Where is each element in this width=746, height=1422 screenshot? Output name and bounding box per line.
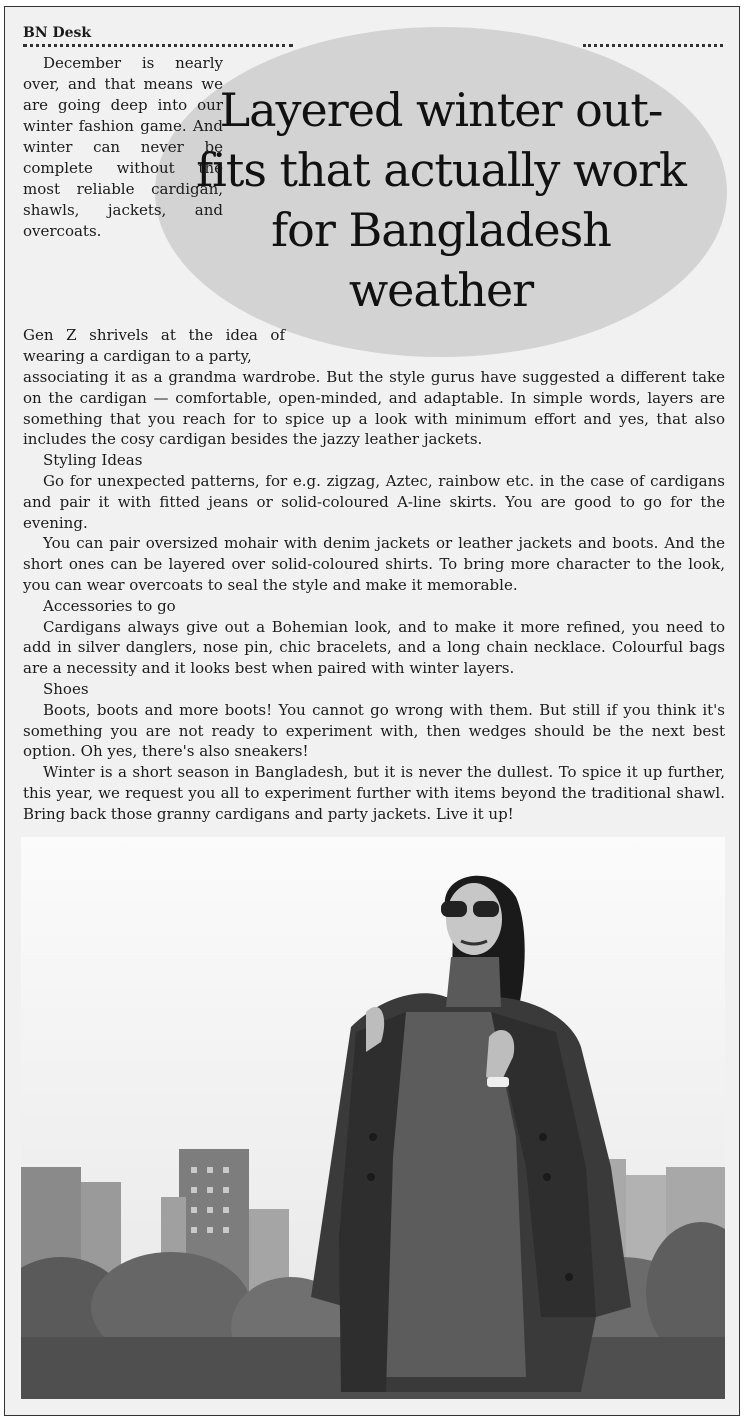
dotted-rule-right [583,44,723,47]
paragraph: Boots, boots and more boots! You cannot go wrong with them. But still if you think it's something you are not ready to experiment with, then wedges should be the next best option. Oh yes, there's also sneakers! [23,700,725,761]
headline: Layered winter out-fits that actually work for Bangladesh weather [196,83,686,317]
section-heading: Shoes [43,679,89,698]
section-heading: Accessories to go [43,596,176,615]
paragraph: Winter is a short season in Bangladesh, but it is never the dullest. To spice it up further, this year, we request you all to experiment further with items beyond the traditional shawl. Bring back those granny cardigans and party jackets. Live it up! [23,763,725,823]
newspaper-page [4,6,740,1416]
article-body [23,367,725,825]
headline-ellipse [155,27,727,357]
paragraph: Go for unexpected patterns, for e.g. zigzag, Aztec, rainbow etc. in the case of cardigans and pair it with fitted jeans or solid-coloured A-line skirts. You are good to go for the evening. [23,471,725,532]
lead-paragraph-mid: Gen Z shrivels at the idea of wearing a cardigan to a party, [23,326,285,365]
paragraph: You can pair oversized mohair with denim jackets or leather jackets and boots. And the short ones can be layered over solid-coloured shirts. To bring more character to the look, you can wear overcoats to seal the style and make it memorable. [23,534,725,594]
dotted-rule-left [23,44,293,47]
fashion-photo [21,837,725,1399]
section-heading: Styling Ideas [43,451,143,470]
lead-text-narrow: December is nearly over, and that means we are going deep into our winter fashion game. And winter can never be complete without the most reliable cardigan, shawls, jackets, and overcoats. [23,54,223,240]
paragraph: Cardigans always give out a Bohemian look, and to make it more refined, you need to add in silver danglers, nose pin, chic bracelets, and a long chain necklace. Colourful bags are a necessity and it looks best when paired with winter layers. [23,617,725,678]
lead-paragraph-narrow [23,53,223,242]
byline: BN Desk [23,25,92,41]
lead-continued: associating it as a grandma wardrobe. But the style gurus have suggested a different take on the cardigan — comfortable, open-minded, and adaptable. In simple words, layers are something that you reach for to spice up a look with minimum effort and yes, that also includes the cosy cardigan besides the jazzy leather jackets. [23,368,725,449]
photo-illustration [21,837,725,1399]
